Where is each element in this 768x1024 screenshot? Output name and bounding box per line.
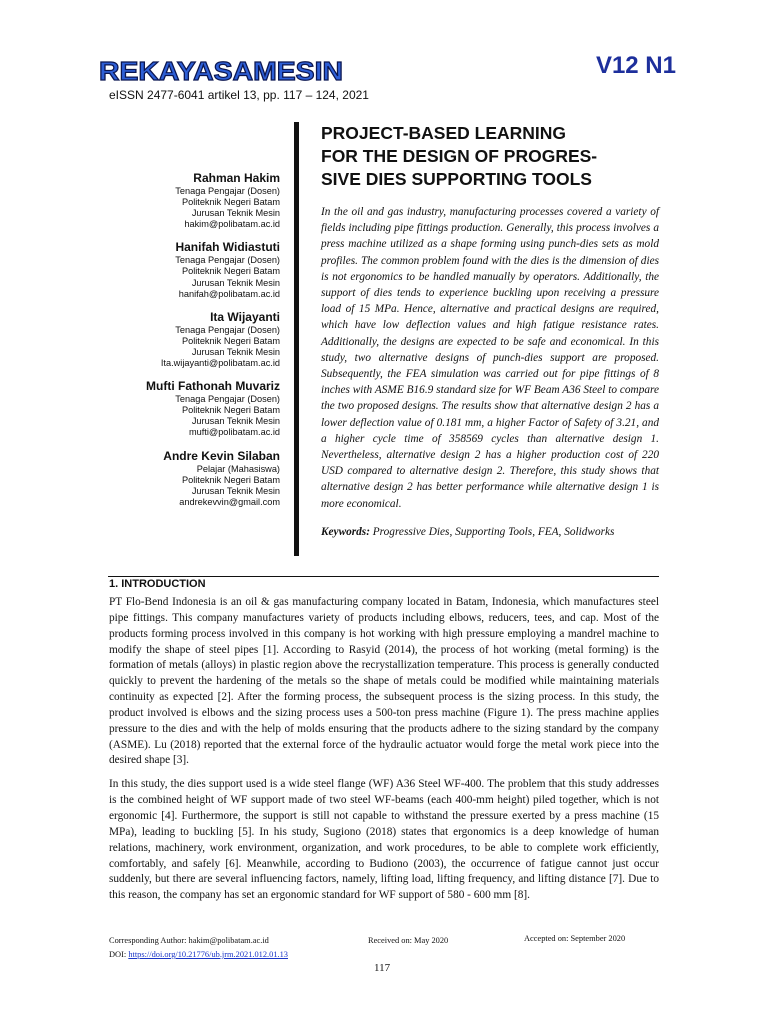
author-department: Jurusan Teknik Mesin <box>191 277 280 288</box>
keywords <box>321 524 659 540</box>
author-department: Jurusan Teknik Mesin <box>191 485 280 496</box>
section-heading: 1. INTRODUCTION <box>109 578 206 590</box>
author-email: andrekevvin@gmail.com <box>179 496 280 507</box>
title-line: SIVE DIES SUPPORTING TOOLS <box>321 169 592 189</box>
page-number: 117 <box>374 962 391 974</box>
author-list <box>80 171 280 518</box>
author-block <box>80 171 280 230</box>
author-email: mufti@polibatam.ac.id <box>188 427 280 438</box>
accepted-date: Accepted on: September 2020 <box>524 934 626 943</box>
author-institution: Politeknik Negeri Batam <box>181 405 280 416</box>
author-institution: Politeknik Negeri Batam <box>181 335 280 346</box>
abstract-text: In the oil and gas industry, manufacturing processes covered a variety of fields including pipe fittings production. Generally, this process involves a press machine utilized as a shape forming using punch-dies sets as mold profiles. The common problem found with the dies is the dimension of dies is not ergonomics to be handled manually by operators. Additionally, the support of dies tends to experience buckling upon receiving a pressure load of 15 MPa. Hence, alternative and practical designs are required, which have low deflection values and high fatigue resistance rates. Additionally, the designs are expected to be safe and economical. In this study, two alternative designs of punch-dies support are proposed. Subsequently, the FEA simulation was carried out for pipe fittings of 8 inches with ASME B16.9 standard size for WF Beam A36 Steel to compare the two proposed designs. The results show that alternative design 2 has a lower deflection value of 0.181 mm, a higher Factor of Safety of 3.21, and a higher cycle time of 358569 cycles than alternative design 1. Nevertheless, alternative design 2 has a higher production cost of 220 USD compared to alternative design 2. Therefore, this study shows that alternative design 2 has better performance while alternative design 1 is more economical. <box>321 206 659 510</box>
received-date: Received on: May 2020 <box>368 936 449 945</box>
doi-label: DOI: <box>109 950 129 959</box>
volume-number: V12 N1 <box>595 52 676 79</box>
keywords-label: Keywords: <box>321 525 370 538</box>
author-department: Jurusan Teknik Mesin <box>191 208 280 219</box>
author-name: Andre Kevin Silaban <box>163 448 280 463</box>
keywords-text: Progressive Dies, Supporting Tools, FEA, Solidworks <box>372 525 615 538</box>
logo-text: REKAYASAMESIN <box>99 56 343 86</box>
author-role: Pelajar (Mahasiswa) <box>196 463 280 474</box>
author-name: Rahman Hakim <box>193 171 280 185</box>
author-name: Ita Wijayanti <box>210 309 280 324</box>
author-name: Hanifah Widiastuti <box>175 240 280 255</box>
author-institution: Politeknik Negeri Batam <box>181 474 280 485</box>
author-institution: Politeknik Negeri Batam <box>181 197 280 208</box>
author-department: Jurusan Teknik Mesin <box>191 416 280 427</box>
author-name: Mufti Fathonah Muvariz <box>146 379 280 394</box>
journal-logo <box>98 52 344 86</box>
author-block <box>80 240 280 299</box>
doi-line <box>109 950 288 959</box>
vertical-divider <box>294 122 299 556</box>
author-role: Tenaga Pengajar (Dosen) <box>175 255 280 266</box>
author-email: Ita.wijayanti@polibatam.ac.id <box>160 358 280 369</box>
paper-title <box>321 122 661 191</box>
author-block <box>80 449 280 508</box>
paragraph: In this study, the dies support used is a wide steel flange (WF) A36 Steel WF-400. The problem that this study addresses is the combined height of WF support made of two steel WF-beams (each 400-mm height) piled together, which is not ergonomic [4]. Furthermore, the support is still not capable to withstand the pressure exerted by a press machine (15 MPa), leading to buckling [5]. In his study, Sugiono (2018) states that ergonomics is a deep knowledge of human relations, machinery, work environment, organization, and work procedures, to be able to complete work efficiently, comfortably, and safely [6]. Meanwhile, according to Budiono (2003), the occurrence of fatigue cannot just occur suddenly, but there are several influencing factors, namely, lifting load, lifting frequency, and lifting distance [7]. Due to this reason, the company has set an ergonomic standard for WF support of 580 - 600 mm [8]. <box>109 778 659 902</box>
author-institution: Politeknik Negeri Batam <box>181 266 280 277</box>
author-department: Jurusan Teknik Mesin <box>191 346 280 357</box>
doi-link[interactable]: https://doi.org/10.21776/ub.jrm.2021.012.01.13 <box>128 950 288 959</box>
author-email: hanifah@polibatam.ac.id <box>178 288 280 299</box>
section-rule <box>108 576 659 577</box>
abstract <box>321 204 659 540</box>
author-role: Tenaga Pengajar (Dosen) <box>175 394 280 405</box>
issn-line: eISSN 2477-6041 artikel 13, pp. 117 – 124, 2021 <box>109 88 369 102</box>
author-block <box>80 310 280 369</box>
corresponding-author: Corresponding Author: hakim@polibatam.ac.id <box>109 936 269 945</box>
paragraph: PT Flo-Bend Indonesia is an oil & gas manufacturing company located in Batam, Indonesia, which manufactures steel pipe fittings. This company manufactures variety of products including elbows, reducers, tees, and cap. Most of the products forming process involved in this company is hot working with high pressure employing a mandrel machine to modify the shape of steel pipes [1]. According to Rasyid (2014), the process of hot working (metal forming) is the formation of metals (alloys) in plastic region above the recrystallization temperature. This process is generally conducted quickly to prevent the hardening of the metals so the shape of metals could be modified while maintaining materials continuity as expected [2]. After the forming process, the subsequent process is the sizing process. In this study, the product involved is elbows and the sizing process uses a 500-ton press machine (Figure 1). The press machine applies pressure to the dies and with the help of molds ensuring that the products adhere to the sizing standard by the company (ASME). Lu (2018) reported that the external force of the hydraulic actuator would forge the metal work piece into the desired shape [3]. <box>109 596 659 767</box>
author-email: hakim@polibatam.ac.id <box>184 219 280 230</box>
author-role: Tenaga Pengajar (Dosen) <box>175 324 280 335</box>
author-role: Tenaga Pengajar (Dosen) <box>175 186 280 196</box>
title-line: PROJECT-BASED LEARNING <box>321 123 567 143</box>
author-block <box>80 379 280 438</box>
introduction-body <box>109 595 659 912</box>
title-line: FOR THE DESIGN OF PROGRES- <box>321 146 598 166</box>
